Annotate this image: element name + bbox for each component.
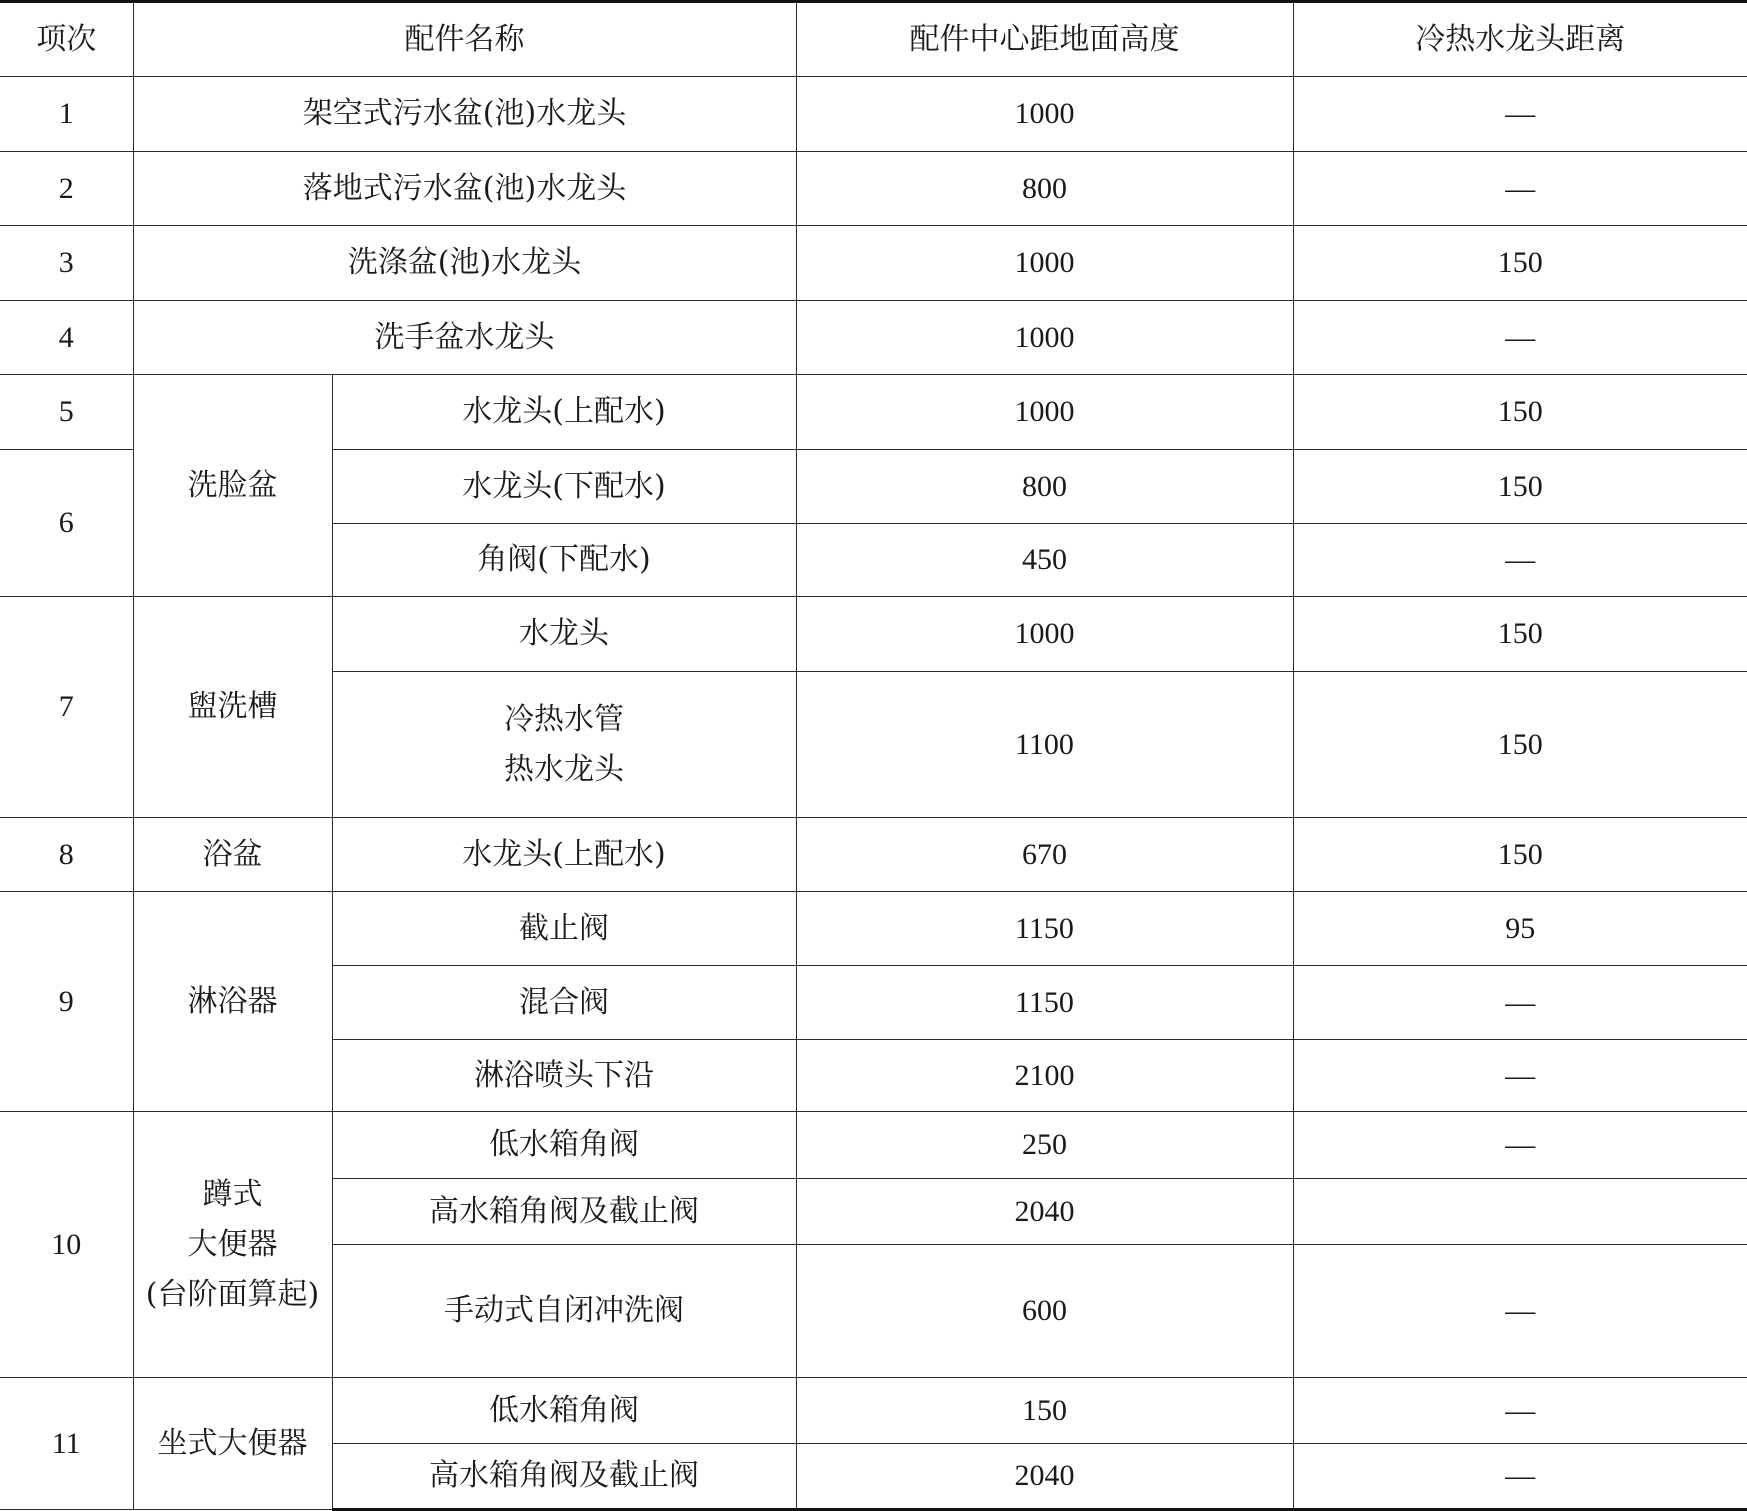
fitting-name: 角阀(下配水) <box>332 524 796 597</box>
fitting-name: 低水箱角阀 <box>332 1112 796 1179</box>
height-value: 2040 <box>796 1444 1293 1510</box>
group-name <box>133 1112 332 1378</box>
row-index: 8 <box>0 818 133 892</box>
row-index: 2 <box>0 152 133 226</box>
fitting-name: 水龙头(上配水) <box>332 375 796 450</box>
height-value: 150 <box>796 1378 1293 1444</box>
height-value: 1000 <box>796 375 1293 450</box>
row-index: 1 <box>0 77 133 152</box>
height-value: 600 <box>796 1245 1293 1378</box>
fitting-name <box>332 672 796 818</box>
distance-value: — <box>1293 966 1747 1040</box>
height-value: 1000 <box>796 301 1293 375</box>
height-value: 1100 <box>796 672 1293 818</box>
group-name: 洗脸盆 <box>133 375 332 597</box>
distance-value: — <box>1293 1245 1747 1378</box>
distance-value: 150 <box>1293 672 1747 818</box>
distance-value: 150 <box>1293 226 1747 301</box>
table-row <box>0 597 1747 672</box>
table-row <box>0 301 1747 375</box>
group-name: 盥洗槽 <box>133 597 332 818</box>
distance-value: — <box>1293 1444 1747 1510</box>
table-row <box>0 1378 1747 1444</box>
height-value: 800 <box>796 450 1293 524</box>
header-name: 配件名称 <box>133 2 796 77</box>
row-index: 11 <box>0 1378 133 1510</box>
height-value: 1000 <box>796 597 1293 672</box>
distance-value: — <box>1293 77 1747 152</box>
distance-value: — <box>1293 301 1747 375</box>
distance-value: 150 <box>1293 375 1747 450</box>
height-value: 2100 <box>796 1040 1293 1112</box>
distance-value: — <box>1293 1112 1747 1179</box>
fitting-name: 淋浴喷头下沿 <box>332 1040 796 1112</box>
distance-value: — <box>1293 1378 1747 1444</box>
fitting-name: 水龙头 <box>332 597 796 672</box>
fitting-name-line: 热水龙头 <box>504 751 624 787</box>
height-value: 800 <box>796 152 1293 226</box>
distance-value: — <box>1293 524 1747 597</box>
group-name: 淋浴器 <box>133 892 332 1112</box>
fitting-name: 洗涤盆(池)水龙头 <box>133 226 796 301</box>
height-value: 450 <box>796 524 1293 597</box>
height-value: 1150 <box>796 966 1293 1040</box>
fitting-name: 水龙头(下配水) <box>332 450 796 524</box>
fitting-name: 架空式污水盆(池)水龙头 <box>133 77 796 152</box>
fitting-name: 高水箱角阀及截止阀 <box>332 1444 796 1510</box>
fitting-name: 混合阀 <box>332 966 796 1040</box>
height-value: 2040 <box>796 1179 1293 1245</box>
group-name: 坐式大便器 <box>133 1378 332 1510</box>
row-index: 4 <box>0 301 133 375</box>
fitting-name-line: 冷热水管 <box>504 701 624 737</box>
group-name-line: 蹲式 <box>202 1176 263 1212</box>
row-index: 5 <box>0 375 133 450</box>
distance-value: — <box>1293 1040 1747 1112</box>
height-value: 250 <box>796 1112 1293 1179</box>
fitting-name: 低水箱角阀 <box>332 1378 796 1444</box>
height-value: 1000 <box>796 77 1293 152</box>
fitting-name: 手动式自闭冲洗阀 <box>332 1245 796 1378</box>
table-row <box>0 1112 1747 1179</box>
row-index: 10 <box>0 1112 133 1378</box>
row-index: 6 <box>0 450 133 597</box>
group-name-line: (台阶面算起) <box>145 1276 320 1312</box>
distance-value: 95 <box>1293 892 1747 966</box>
header-height: 配件中心距地面高度 <box>796 2 1293 77</box>
row-index: 7 <box>0 597 133 818</box>
table-row <box>0 77 1747 152</box>
distance-value: — <box>1293 152 1747 226</box>
height-value: 1150 <box>796 892 1293 966</box>
row-index: 3 <box>0 226 133 301</box>
table-row <box>0 375 1747 450</box>
fitting-name: 落地式污水盆(池)水龙头 <box>133 152 796 226</box>
group-name: 浴盆 <box>133 818 332 892</box>
distance-value: 150 <box>1293 597 1747 672</box>
fitting-name: 截止阀 <box>332 892 796 966</box>
fitting-name: 水龙头(上配水) <box>332 818 796 892</box>
height-value: 1000 <box>796 226 1293 301</box>
fitting-name: 高水箱角阀及截止阀 <box>332 1179 796 1245</box>
distance-value: 150 <box>1293 818 1747 892</box>
header-index: 项次 <box>0 2 133 77</box>
distance-value: 150 <box>1293 450 1747 524</box>
distance-value <box>1293 1179 1747 1245</box>
table-row <box>0 892 1747 966</box>
table-row <box>0 152 1747 226</box>
table-row <box>0 226 1747 301</box>
row-index: 9 <box>0 892 133 1112</box>
header-distance: 冷热水龙头距离 <box>1293 2 1747 77</box>
fitting-name: 洗手盆水龙头 <box>133 301 796 375</box>
header-row <box>0 2 1747 77</box>
table-row <box>0 818 1747 892</box>
group-name-line: 大便器 <box>187 1226 278 1262</box>
height-value: 670 <box>796 818 1293 892</box>
